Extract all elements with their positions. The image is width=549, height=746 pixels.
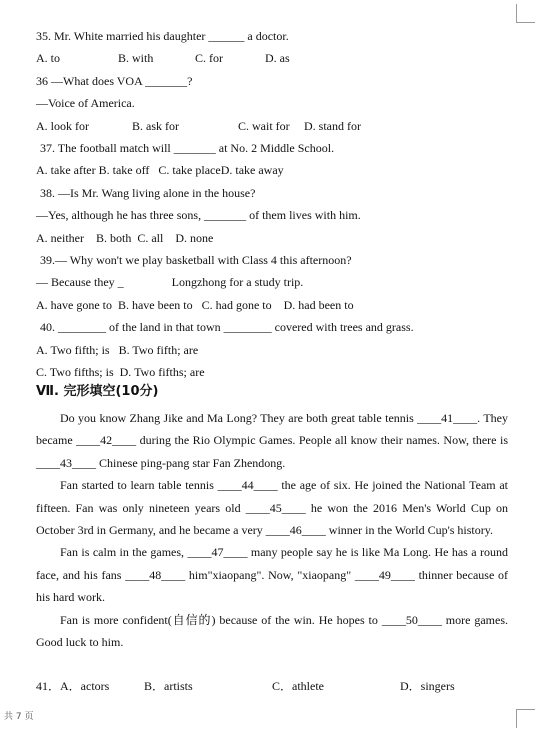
question-39-dialogue: — Because they _ Longzhong for a study trip. [36, 275, 304, 289]
question-41-options [36, 679, 455, 693]
option: C. wait for [238, 119, 290, 133]
option: D. as [265, 51, 290, 65]
passage-paragraph-2: Fan started to learn table tennis ____44____ the age of six. He joined the National Team at fifteen. Fan was only nineteen years old ____45____ he won the 2016 Men's World Cup on October 3rd in Germany, and he became a very ____46____ winner in the World Cup's history. [36, 478, 508, 538]
question-41-number: 41． [36, 679, 61, 693]
passage-paragraph-3: Fan is calm in the games, ____47____ many people say he is like Ma Long. He has a round face, and his fans ____48____ him"xiaopang". Now, "xiaopang" ____49____ thinner because of his hard work. [36, 545, 508, 605]
option: D. stand for [304, 119, 361, 133]
option: A．actors [60, 679, 110, 693]
question-38-options: A. neither B. both C. all D. none [36, 231, 214, 245]
crop-mark-top-right [516, 4, 535, 23]
question-40-options-2: C. Two fifths; is D. Two fifths; are [36, 365, 205, 379]
cloze-passage [36, 407, 508, 653]
question-35-stem: 35. Mr. White married his daughter ______ a doctor. [36, 29, 289, 43]
option: C．athlete [272, 679, 325, 693]
question-40-options-1: A. Two fifth; is B. Two fifth; are [36, 343, 199, 357]
option: A. look for [36, 119, 89, 133]
option: A. to [36, 51, 60, 65]
question-36-stem: 36 —What does VOA _______? [36, 74, 193, 88]
section-heading: Ⅶ. 完形填空(10分) [36, 384, 159, 399]
question-35-options [36, 51, 290, 65]
option: B．artists [144, 679, 193, 693]
question-37-options: A. take after B. take off C. take placeD. take away [36, 163, 284, 177]
question-37-stem: 37. The football match will _______ at No. 2 Middle School. [40, 141, 335, 155]
passage-paragraph-4: Fan is more confident(自信的) because of the win. He hopes to ____50____ more games. Good luck to him. [36, 612, 508, 650]
option: B. with [118, 51, 154, 65]
question-40-stem: 40. ________ of the land in that town ________ covered with trees and grass. [40, 320, 414, 334]
option: C. for [195, 51, 223, 65]
page-count-footer: 共 7 页 [4, 712, 34, 722]
option: D．singers [400, 679, 455, 693]
question-39-options: A. have gone to B. have been to C. had gone to D. had been to [36, 298, 354, 312]
question-39-stem: 39.— Why won't we play basketball with Class 4 this afternoon? [40, 253, 352, 267]
crop-mark-bottom-right [516, 709, 535, 728]
question-38-dialogue: —Yes, although he has three sons, _______ of them lives with him. [36, 208, 361, 222]
question-36-options [36, 119, 361, 133]
passage-paragraph-1: Do you know Zhang Jike and Ma Long? They are both great table tennis ____41____. They became ____42____ during the Rio Olympic Games. People all know their names. Now, there is ____43____ Chinese ping-pang star Fan Zhendong. [36, 411, 508, 470]
question-36-answer: —Voice of America. [36, 96, 135, 110]
option: B. ask for [132, 119, 179, 133]
question-38-stem: 38. —Is Mr. Wang living alone in the house? [40, 186, 256, 200]
